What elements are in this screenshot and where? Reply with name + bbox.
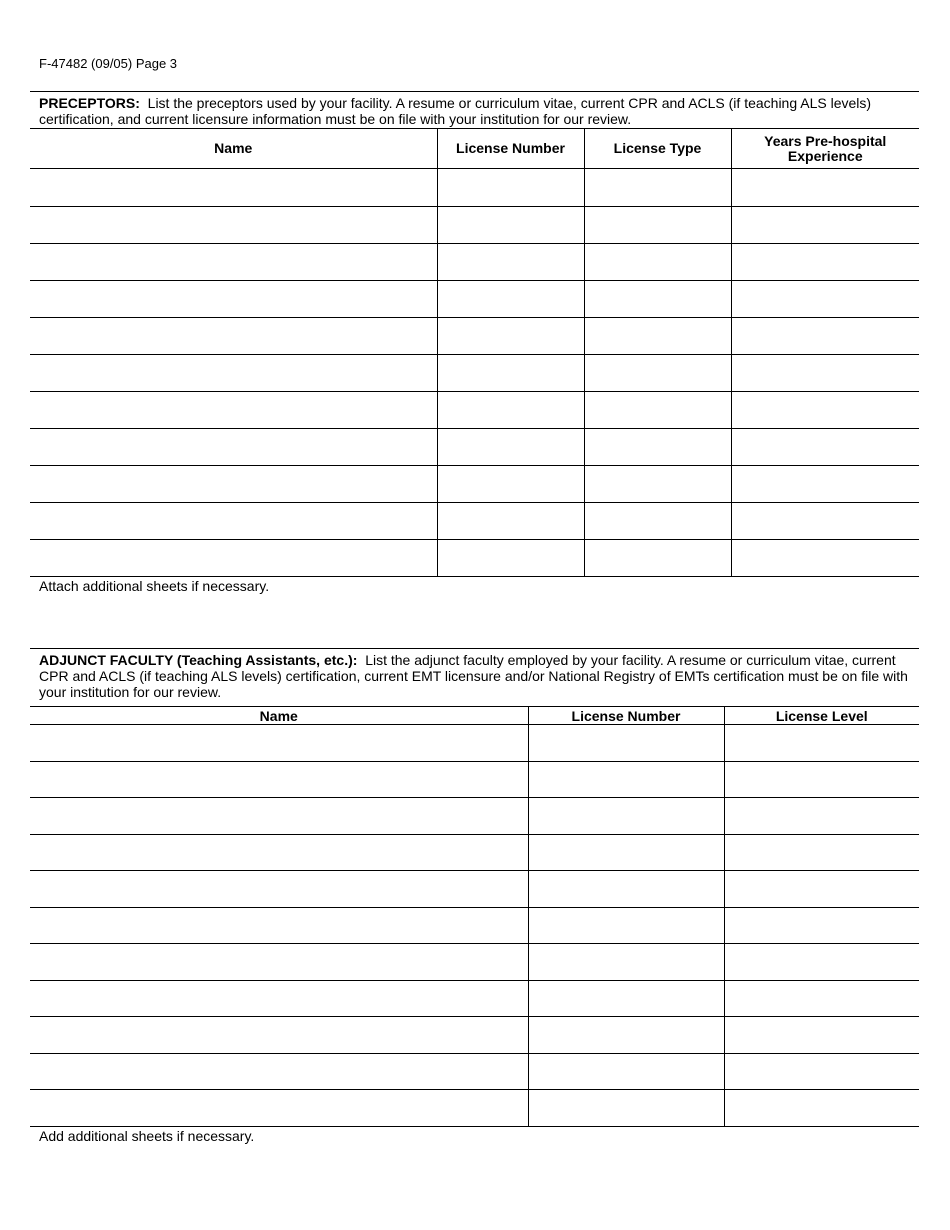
table-row bbox=[30, 244, 919, 281]
cell-years-experience[interactable] bbox=[731, 392, 919, 429]
preceptors-header-row bbox=[30, 129, 919, 169]
cell-license-number[interactable] bbox=[437, 355, 584, 392]
table-row bbox=[30, 540, 919, 577]
table-row bbox=[30, 503, 919, 540]
cell-license-number[interactable] bbox=[437, 503, 584, 540]
cell-license-number[interactable] bbox=[528, 907, 724, 944]
cell-license-type[interactable] bbox=[584, 318, 731, 355]
cell-license-number[interactable] bbox=[437, 466, 584, 503]
cell-name[interactable] bbox=[30, 392, 437, 429]
adjunct-rows bbox=[30, 725, 919, 1127]
table-row bbox=[30, 1090, 919, 1127]
cell-years-experience[interactable] bbox=[731, 169, 919, 207]
cell-name[interactable] bbox=[30, 871, 528, 908]
cell-name[interactable] bbox=[30, 907, 528, 944]
cell-name[interactable] bbox=[30, 207, 437, 244]
cell-name[interactable] bbox=[30, 944, 528, 981]
cell-name[interactable] bbox=[30, 761, 528, 798]
column-header-name: Name bbox=[30, 707, 528, 725]
cell-license-type[interactable] bbox=[584, 169, 731, 207]
cell-name[interactable] bbox=[30, 798, 528, 835]
cell-name[interactable] bbox=[30, 281, 437, 318]
preceptors-rows bbox=[30, 169, 919, 577]
cell-name[interactable] bbox=[30, 169, 437, 207]
form-number-page: F-47482 (09/05) Page 3 bbox=[39, 56, 178, 71]
cell-license-number[interactable] bbox=[528, 725, 724, 762]
cell-license-level[interactable] bbox=[724, 907, 919, 944]
preceptors-table bbox=[30, 128, 919, 577]
cell-license-level[interactable] bbox=[724, 798, 919, 835]
cell-license-number[interactable] bbox=[528, 1090, 724, 1127]
cell-license-type[interactable] bbox=[584, 503, 731, 540]
cell-license-level[interactable] bbox=[724, 834, 919, 871]
column-header-name: Name bbox=[30, 129, 437, 169]
table-row bbox=[30, 281, 919, 318]
column-header-years-experience: Years Pre-hospital Experience bbox=[731, 129, 919, 169]
cell-years-experience[interactable] bbox=[731, 244, 919, 281]
preceptors-instructions-text: List the preceptors used by your facility. A resume or curriculum vitae, current CPR and ACLS (if teaching ALS levels) certification, and current licensure information must be on file with your institution for our review. bbox=[39, 95, 872, 127]
cell-license-level[interactable] bbox=[724, 980, 919, 1017]
adjunct-table bbox=[30, 706, 919, 1127]
cell-license-level[interactable] bbox=[724, 871, 919, 908]
cell-license-level[interactable] bbox=[724, 761, 919, 798]
preceptors-title: PRECEPTORS: bbox=[39, 95, 140, 111]
cell-license-level[interactable] bbox=[724, 944, 919, 981]
table-row bbox=[30, 1053, 919, 1090]
adjunct-instructions-text: List the adjunct faculty employed by your facility. A resume or curriculum vitae, current CPR and ACLS (if teaching ALS levels) certification, current EMT licensure and/or National Registry of EMTs certification must be on file with your institution for our review. bbox=[39, 652, 908, 700]
cell-license-number[interactable] bbox=[437, 392, 584, 429]
column-header-license-level: License Level bbox=[724, 707, 919, 725]
table-row bbox=[30, 761, 919, 798]
cell-name[interactable] bbox=[30, 540, 437, 577]
cell-license-type[interactable] bbox=[584, 207, 731, 244]
table-row bbox=[30, 169, 919, 207]
table-row bbox=[30, 725, 919, 762]
cell-name[interactable] bbox=[30, 980, 528, 1017]
cell-license-number[interactable] bbox=[528, 944, 724, 981]
cell-license-number[interactable] bbox=[437, 169, 584, 207]
cell-license-number[interactable] bbox=[528, 798, 724, 835]
cell-license-number[interactable] bbox=[528, 1017, 724, 1054]
cell-years-experience[interactable] bbox=[731, 355, 919, 392]
cell-license-type[interactable] bbox=[584, 540, 731, 577]
cell-license-number[interactable] bbox=[437, 540, 584, 577]
table-row bbox=[30, 980, 919, 1017]
cell-license-type[interactable] bbox=[584, 429, 731, 466]
preceptors-instructions bbox=[30, 91, 919, 128]
cell-name[interactable] bbox=[30, 1017, 528, 1054]
cell-license-level[interactable] bbox=[724, 1017, 919, 1054]
cell-name[interactable] bbox=[30, 1053, 528, 1090]
cell-license-number[interactable] bbox=[528, 761, 724, 798]
table-row bbox=[30, 1017, 919, 1054]
cell-years-experience[interactable] bbox=[731, 207, 919, 244]
cell-license-number[interactable] bbox=[528, 871, 724, 908]
adjunct-header-row bbox=[30, 707, 919, 725]
cell-name[interactable] bbox=[30, 355, 437, 392]
cell-license-type[interactable] bbox=[584, 392, 731, 429]
preceptors-footer-note: Attach additional sheets if necessary. bbox=[39, 578, 270, 594]
adjunct-footer-note: Add additional sheets if necessary. bbox=[39, 1127, 255, 1144]
cell-license-number[interactable] bbox=[437, 207, 584, 244]
table-row bbox=[30, 392, 919, 429]
table-row bbox=[30, 466, 919, 503]
cell-name[interactable] bbox=[30, 1090, 528, 1127]
adjunct-instructions bbox=[30, 648, 919, 706]
cell-license-number[interactable] bbox=[437, 244, 584, 281]
cell-license-type[interactable] bbox=[584, 355, 731, 392]
adjunct-faculty-section bbox=[30, 648, 919, 1145]
table-row bbox=[30, 944, 919, 981]
table-row bbox=[30, 207, 919, 244]
cell-license-number[interactable] bbox=[437, 318, 584, 355]
cell-license-level[interactable] bbox=[724, 725, 919, 762]
cell-license-number[interactable] bbox=[528, 1053, 724, 1090]
cell-years-experience[interactable] bbox=[731, 466, 919, 503]
cell-years-experience[interactable] bbox=[731, 429, 919, 466]
cell-name[interactable] bbox=[30, 834, 528, 871]
cell-license-number[interactable] bbox=[437, 281, 584, 318]
cell-license-number[interactable] bbox=[437, 429, 584, 466]
table-row bbox=[30, 355, 919, 392]
cell-years-experience[interactable] bbox=[731, 540, 919, 577]
cell-name[interactable] bbox=[30, 244, 437, 281]
cell-name[interactable] bbox=[30, 725, 528, 762]
cell-license-type[interactable] bbox=[584, 244, 731, 281]
cell-name[interactable] bbox=[30, 429, 437, 466]
cell-license-number[interactable] bbox=[528, 980, 724, 1017]
table-row bbox=[30, 907, 919, 944]
adjunct-title: ADJUNCT FACULTY (Teaching Assistants, etc.): bbox=[39, 652, 358, 668]
cell-license-number[interactable] bbox=[528, 834, 724, 871]
cell-years-experience[interactable] bbox=[731, 281, 919, 318]
cell-license-type[interactable] bbox=[584, 281, 731, 318]
cell-name[interactable] bbox=[30, 503, 437, 540]
preceptors-section bbox=[30, 91, 919, 595]
table-row bbox=[30, 318, 919, 355]
column-header-license-type: License Type bbox=[584, 129, 731, 169]
cell-name[interactable] bbox=[30, 318, 437, 355]
table-row bbox=[30, 429, 919, 466]
cell-license-level[interactable] bbox=[724, 1053, 919, 1090]
table-row bbox=[30, 798, 919, 835]
cell-license-type[interactable] bbox=[584, 466, 731, 503]
column-header-license-number: License Number bbox=[528, 707, 724, 725]
cell-name[interactable] bbox=[30, 466, 437, 503]
cell-years-experience[interactable] bbox=[731, 503, 919, 540]
cell-license-level[interactable] bbox=[724, 1090, 919, 1127]
table-row bbox=[30, 871, 919, 908]
cell-years-experience[interactable] bbox=[731, 318, 919, 355]
table-row bbox=[30, 834, 919, 871]
column-header-license-number: License Number bbox=[437, 129, 584, 169]
